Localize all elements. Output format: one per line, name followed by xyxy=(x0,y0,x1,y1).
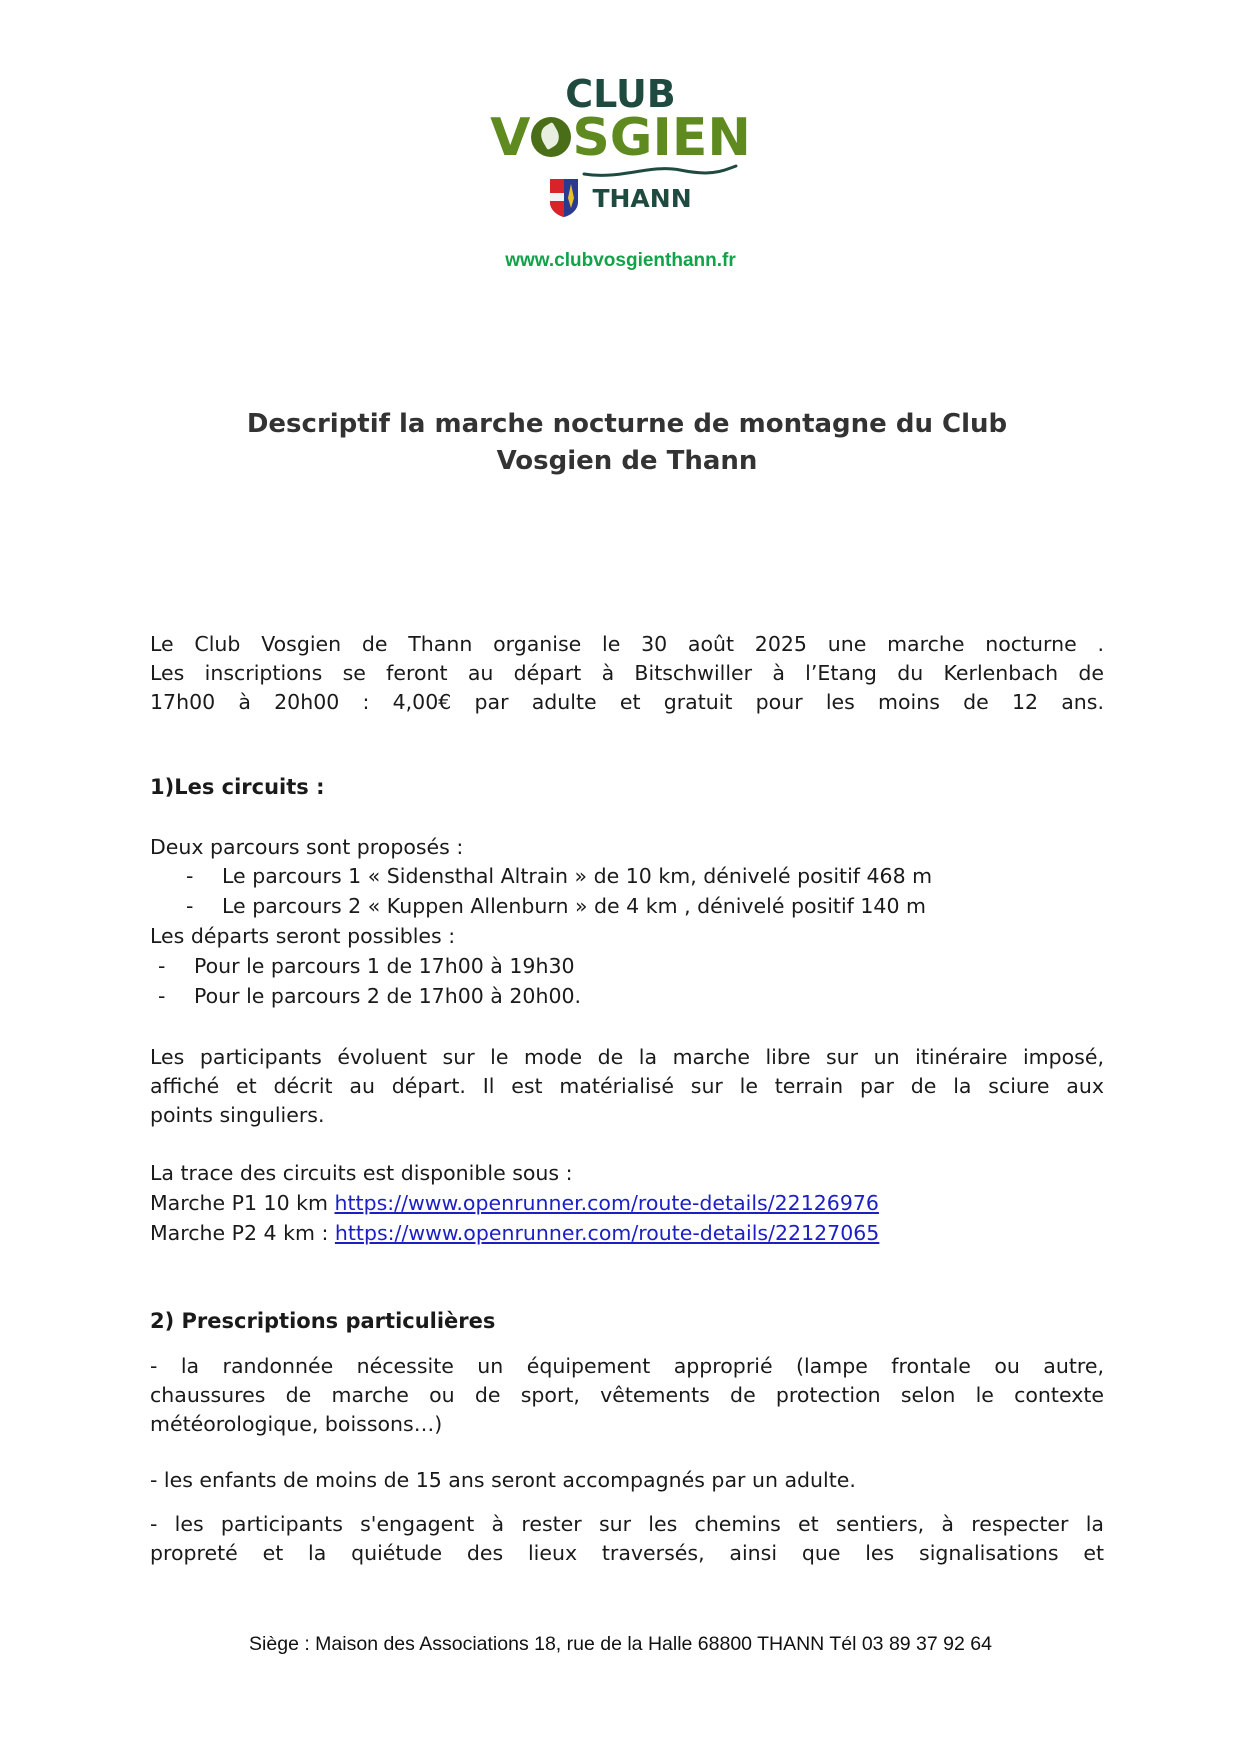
route-1: Le parcours 1 « Sidensthal Altrain » de 10 km, dénivelé positif 468 m xyxy=(222,864,933,888)
departure-1-dash: - xyxy=(158,954,166,978)
trace-p1-label: Marche P1 10 km xyxy=(150,1191,335,1215)
intro-line-1: Le Club Vosgien de Thann organise le 30 août 2025 une marche nocturne . xyxy=(150,632,1104,656)
equipment-line-1: - la randonnée nécessite un équipement approprié (lampe frontale ou autre, xyxy=(150,1354,1104,1378)
equipment-line-2: chaussures de marche ou de sport, vêtements de protection selon le contexte xyxy=(150,1383,1104,1407)
logo-vosgien-text xyxy=(0,108,1241,168)
section-1-heading: 1)Les circuits : xyxy=(150,775,325,799)
website-url[interactable]: www.clubvosgienthann.fr xyxy=(505,250,736,271)
mode-line-2: affiché et décrit au départ. Il est matérialisé sur le terrain par de la sciure aux xyxy=(150,1074,1104,1098)
route-2: Le parcours 2 « Kuppen Allenburn » de 4 km , dénivelé positif 140 m xyxy=(222,894,926,918)
footer-address: Siège : Maison des Associations 18, rue de la Halle 68800 THANN Tél 03 89 37 92 64 xyxy=(249,1633,992,1655)
traces-intro: La trace des circuits est disponible sous : xyxy=(150,1161,573,1185)
mode-line-3: points singuliers. xyxy=(150,1103,325,1127)
title-line-2: Vosgien de Thann xyxy=(496,446,758,476)
trace-p1 xyxy=(150,1189,879,1218)
trace-p2-label: Marche P2 4 km : xyxy=(150,1221,335,1245)
logo-thann-text: THANN xyxy=(592,183,692,213)
respect-line-2: propreté et la quiétude des lieux traversés, ainsi que les signalisations et xyxy=(150,1541,1104,1565)
respect-line-1: - les participants s'engagent à rester sur les chemins et sentiers, à respecter la xyxy=(150,1512,1104,1536)
logo-sgien: SGIEN xyxy=(572,108,751,168)
logo-club-text: CLUB xyxy=(565,72,676,116)
leaf-icon xyxy=(531,117,571,157)
trace-p2 xyxy=(150,1219,879,1248)
children-rule: - les enfants de moins de 15 ans seront accompagnés par un adulte. xyxy=(150,1468,856,1492)
wave-icon xyxy=(580,160,740,180)
departure-2-dash: - xyxy=(158,984,166,1008)
respect-paragraph xyxy=(150,1510,1104,1568)
trace-p1-link[interactable]: https://www.openrunner.com/route-details/22126976 xyxy=(334,1191,879,1215)
mode-paragraph xyxy=(150,1043,1104,1130)
intro-line-3: 17h00 à 20h00 : 4,00€ par adulte et gratuit pour les moins de 12 ans. xyxy=(150,690,1104,714)
route-1-dash: - xyxy=(186,864,194,888)
trace-p2-link[interactable]: https://www.openrunner.com/route-details/22127065 xyxy=(334,1221,880,1245)
section-2-heading: 2) Prescriptions particulières xyxy=(150,1309,496,1333)
document-title xyxy=(150,406,1104,480)
departure-2: Pour le parcours 2 de 17h00 à 20h00. xyxy=(194,984,582,1008)
intro-paragraph xyxy=(150,630,1104,717)
mode-line-1: Les participants évoluent sur le mode de la marche libre sur un itinéraire imposé, xyxy=(150,1045,1104,1069)
intro-line-2: Les inscriptions se feront au départ à Bitschwiller à l’Etang du Kerlenbach de xyxy=(150,661,1104,685)
coat-of-arms-icon xyxy=(549,178,579,218)
logo-thann xyxy=(0,178,1241,222)
departure-1: Pour le parcours 1 de 17h00 à 19h30 xyxy=(194,954,575,978)
title-line-1: Descriptif la marche nocturne de montagne du Club xyxy=(246,409,1008,439)
route-2-dash: - xyxy=(186,894,194,918)
logo-v: V xyxy=(490,108,531,168)
routes-intro: Deux parcours sont proposés : xyxy=(150,835,464,859)
equipment-line-3: météorologique, boissons…) xyxy=(150,1412,443,1436)
departures-intro: Les départs seront possibles : xyxy=(150,924,456,948)
equipment-paragraph xyxy=(150,1352,1104,1439)
